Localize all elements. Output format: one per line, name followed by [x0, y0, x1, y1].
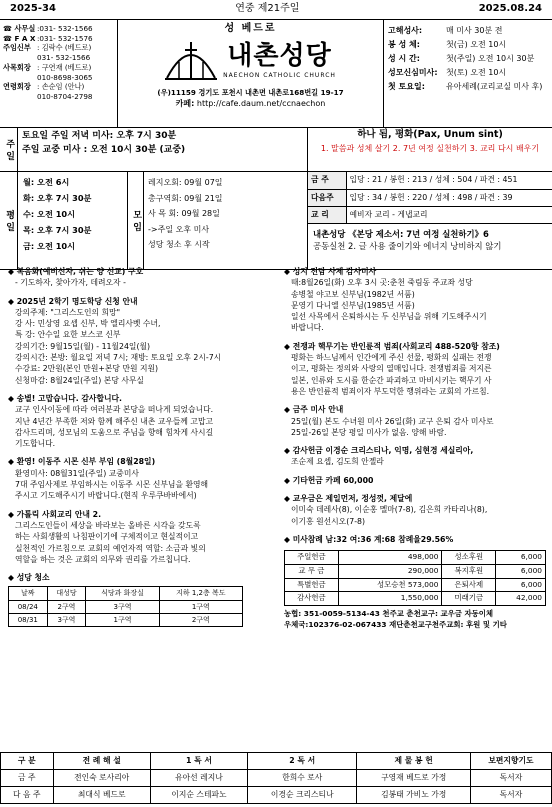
notice-line: 역할을 하는 것은 교회의 의무와 권리를 가르칩니다. — [15, 554, 191, 564]
footer-cell: 독서자 — [470, 787, 551, 804]
church-address: (우)11159 경기도 포천시 내촌면 내촌로168번길 19-17 — [157, 87, 344, 97]
weekday-label: 평 일 — [0, 172, 18, 269]
finance-label: 성소후원 — [442, 551, 496, 565]
finance-label: 주일헌금 — [285, 551, 339, 565]
sunday-mass-row — [0, 128, 552, 172]
finance-label: 미래기금 — [442, 592, 496, 606]
notice-heading: ◆ 전쟁과 핵무기는 반인륜적 범죄(사회교리 488-520항 참조) — [284, 341, 500, 351]
contact-value: :031- 532-1566 — [37, 24, 93, 33]
saturday-evening-mass: 토요일 주일 저녁 미사: 오후 7시 30분 — [22, 131, 177, 141]
parish-practice — [308, 224, 552, 257]
contact-value: : 김락수 (베드로) — [37, 43, 92, 53]
cleaning-header: 식당과 화장실 — [86, 587, 159, 600]
notice-line: 환영미사: 08월31일(주일) 교중미사 — [15, 468, 139, 478]
notice-heading: ◆ 2025년 2학기 명도학당 신청 안내 — [8, 296, 138, 306]
contact-value: 031- 532-1566 — [37, 53, 91, 63]
sacrament-label: 성모신심미사: — [388, 68, 438, 77]
sacrament-value: 첫(토) 오전 10시 — [446, 68, 507, 77]
weekday-mass-list — [18, 172, 128, 269]
contact-value: 010-8704-2798 — [37, 92, 93, 102]
notice-line: 바랍니다. — [291, 323, 324, 333]
finance-row — [285, 564, 546, 578]
footer-cell: 이지순 스테파노 — [150, 787, 247, 804]
hymn-week: 다음주 — [308, 189, 346, 206]
footer-cell: 이경순 크리스티나 — [248, 787, 357, 804]
meeting-item: ->주일 오후 미사 — [148, 224, 210, 234]
cleaning-header-row — [9, 587, 243, 600]
finance-amount: 6,000 — [496, 551, 546, 565]
motto-points: 1. 말씀과 성체 살기 2. 7년 여정 실천하기 3. 교리 다시 배우기 — [320, 143, 540, 153]
footer-cell: 구영재 베드로 가정 — [357, 770, 470, 787]
notice-line: 25일-26일 본당 평일 미사가 없음. 양해 바람. — [291, 427, 447, 437]
hymn-numbers: 입당 : 34 / 봉헌 : 220 / 성체 : 498 / 파견 : 39 — [346, 189, 552, 206]
notice-line: 25일(월) 본도 수녀원 미사 26일(화) 교구 은퇴 감사 미사로 — [291, 416, 494, 426]
footer-cell: 금 주 — [1, 770, 54, 787]
meeting-item: 총구역회: 09월 21일 — [148, 193, 223, 203]
notice-heading: ◆ 가톨릭 사회교리 안내 2. — [8, 509, 102, 519]
cleaning-row — [9, 600, 243, 613]
notice-line: 실천적인 가르침으로 교회의 예언자적 역할: 소금과 빛의 — [15, 543, 206, 553]
contact-row — [3, 34, 114, 44]
finance-row — [285, 592, 546, 606]
contact-label: ☎ 사무실 — [3, 24, 36, 33]
notice-line: 하는 사회생활의 나침판이기에 구체적이고 현실적이고 — [15, 532, 199, 542]
contact-label: 주임신부 — [3, 43, 31, 53]
finance-amount: 성모승천 573,000 — [338, 578, 442, 592]
contact-row — [3, 92, 114, 102]
hymn-row — [308, 206, 552, 223]
contact-value: 010-8698-3065 — [37, 72, 93, 82]
notice-line: 송병철 야고보 신부님(1982년 서품) — [291, 289, 415, 299]
finance-label: 특별헌금 — [285, 578, 339, 592]
finance-amount: 290,000 — [338, 564, 442, 578]
footer-header: 보편지향기도 — [470, 753, 551, 770]
hymn-numbers: 예비자 교리 - 게냅교리 — [346, 206, 552, 223]
contact-info — [0, 20, 118, 127]
church-name: 내촌성당 — [227, 40, 332, 71]
notice-heading: ◆ 미사참례 남:32 여:36 계:68 참례율29.56% — [284, 534, 454, 544]
hymn-numbers: 입당 : 21 / 봉헌 : 213 / 성체 : 504 / 파견 : 451 — [346, 172, 552, 189]
church-english-name: NAECHON CATHOLIC CHURCH — [223, 72, 336, 79]
notice-heading: ◆ 환영! 이동주 시몬 신부 부임 (8월28일) — [8, 457, 156, 467]
notice-heading: ◆ 교우금은 제일먼저, 정성껏, 제달에 — [284, 494, 413, 504]
cleaning-cell: 08/24 — [9, 600, 48, 613]
sacrament-value: 첫(주일) 오전 10시 30분 — [446, 54, 535, 63]
footer-header: 1 독 서 — [150, 753, 247, 770]
notice-line: 강의시간: 본방: 월요일 저녁 7시; 재방: 토요일 오후 2시-7시 — [15, 353, 222, 363]
cleaning-cell: 08/31 — [9, 613, 48, 626]
contact-label — [3, 92, 37, 102]
footer-cell: 독서자 — [470, 770, 551, 787]
cleaning-cell: 3구역 — [47, 613, 86, 626]
notice-heading: ◆ 감사헌금 이경순 크리스티나, 익명, 심현경 세실리아, — [284, 446, 474, 456]
notice-line: 이고, 평화는 정의와 사랑의 열매입니다. 전쟁범죄를 저지른 — [291, 364, 492, 374]
hymn-week: 교 리 — [308, 206, 346, 223]
footer-header: 2 독 서 — [248, 753, 357, 770]
sacrament-value: 유아세례(교리교실 미사 후) — [446, 82, 543, 91]
notice-heading: ◆ 성지 전담 사제 감사미사 — [284, 267, 377, 276]
sunday-mass-times — [18, 128, 308, 171]
cleaning-table — [8, 586, 243, 626]
notice-line: 교구 인사이동에 따라 여러분과 본당을 떠나게 되었습니다. — [15, 405, 214, 415]
weekday-mass-item: 목: 오후 7시 30분 — [23, 224, 92, 235]
liturgy-roles-table — [0, 752, 552, 804]
cafe-link-row — [118, 99, 383, 109]
finance-label: 은퇴사제 — [442, 578, 496, 592]
issue-number: 2025-34 — [10, 3, 56, 15]
finance-amount: 498,000 — [338, 551, 442, 565]
finance-row — [285, 578, 546, 592]
finance-table — [284, 550, 546, 606]
notice-heading: ◆ 복음화(예비신자, 쉬는 양 선교) 구호 — [8, 267, 144, 276]
notice-line: 강 사: 민상영 요셉 신부, 박 엘리사벳 수녀, — [15, 319, 161, 329]
church-building-icon — [165, 38, 217, 82]
contact-row — [3, 53, 114, 63]
contact-row — [3, 43, 114, 53]
hymn-row — [308, 189, 552, 206]
notice-line: 이기홍 원선시오(7-8) — [291, 516, 366, 526]
contact-label — [3, 73, 37, 83]
finance-amount: 42,000 — [496, 592, 546, 606]
church-logo — [118, 38, 383, 82]
notice-line: 강의주제: "그리스도인의 희망" — [15, 307, 121, 317]
contact-value: :031- 532-1576 — [37, 33, 93, 43]
cleaning-header: 지하 1,2층 복도 — [159, 587, 242, 600]
notice-line: 이미숙 데레사(8), 이순홍 멜마(7-8), 김은희 카타리나(8), — [291, 505, 488, 515]
notice-line: 용은 반인륜적 범죄이자 부도덕한 행위라는 교회의 가르침. — [291, 386, 490, 396]
finance-row — [285, 551, 546, 565]
footer-header: 전 례 해 설 — [53, 753, 150, 770]
contact-label: ☎ F A X — [3, 33, 36, 43]
contact-value: : 구연재 (베드로) — [37, 62, 92, 72]
notice-line: 주시고 기도해주시기 바랍니다.(현직 우루쿠바바에서) — [15, 491, 197, 501]
finance-amount: 1,550,000 — [338, 592, 442, 606]
notice-line: - 기도하자, 찾아가자, 데려오자 - — [15, 278, 126, 288]
notice-line: 기도합니다. — [15, 439, 56, 449]
footer-header: 제 물 봉 헌 — [357, 753, 470, 770]
footer-row — [1, 770, 552, 787]
footer-cell: 유아선 레지나 — [150, 770, 247, 787]
bulletin-date: 2025.08.24 — [478, 3, 542, 15]
cafe-link[interactable]: http://cafe.daum.net/ccnaechon — [196, 98, 326, 108]
header — [0, 20, 552, 128]
bank-line: 우체국:102376-02-067433 재단춘천교구천주교회: 후원 및 기타 — [284, 620, 507, 630]
notice-line: 강의기간: 9월15일(월) - 11월24일(월) — [15, 341, 151, 351]
notice-line: 때:8월26일(화) 오후 3시 곳:춘천 죽림동 주교좌 성당 — [291, 278, 473, 288]
notice-line: 그리스도인들이 세상을 바라보는 올바른 시각을 갖도록 — [15, 520, 201, 530]
cleaning-header: 대성당 — [47, 587, 86, 600]
cleaning-cell: 2구역 — [159, 613, 242, 626]
cleaning-row — [9, 613, 243, 626]
notice-heading: ◆ 성당 청소 — [8, 573, 50, 583]
notice-line: 문영기 다니엘 신부님(1985년 서품) — [291, 300, 415, 310]
parish-practice-title: 내촌성당 《본당 제소서: 7년 여정 실천하기》6 — [313, 228, 489, 239]
notice-line: 감사드리며, 성모님의 도움으로 주님을 향해 힘차게 사시길 — [15, 427, 214, 437]
footer-cell: 전인숙 로사리아 — [53, 770, 150, 787]
sacrament-row — [388, 52, 548, 66]
weekday-mass-item: 수: 오전 10시 — [23, 208, 76, 219]
sacrament-value: 매 미사 30분 전 — [446, 26, 503, 35]
notice-line: 7대 주임사제로 부임하시는 이동주 시몬 신부님을 환영해 — [15, 480, 209, 490]
contact-value: : 손순임 (안나) — [37, 82, 85, 92]
cleaning-header: 날짜 — [9, 587, 48, 600]
notice-line: 평화는 하느님께서 인간에게 주신 선물, 평화의 실패는 전쟁 — [291, 353, 492, 363]
church-subtitle: 성 베드로 — [224, 23, 277, 34]
sunday-main-mass: 주일 교중 미사 : 오전 10시 30분 (교중) — [22, 144, 186, 155]
weekday-mass-item: 월: 오전 6시 — [23, 177, 70, 187]
sacrament-label: 첫 토요일: — [388, 82, 425, 91]
sacrament-value: 첫(금) 오전 10시 — [446, 40, 507, 49]
sacrament-label: 봉 성 체: — [388, 40, 420, 49]
meeting-list — [144, 172, 308, 269]
notice-heading: ◆ 금주 미사 안내 — [284, 405, 344, 415]
contact-label: 사목회장 — [3, 62, 31, 72]
sacrament-label: 고해성사: — [388, 26, 423, 35]
cleaning-cell: 1구역 — [159, 600, 242, 613]
notice-line: 신청마감: 8월24일(주일) 본당 사무실 — [15, 375, 144, 385]
finance-label: 복지후원 — [442, 564, 496, 578]
sacrament-info — [384, 20, 552, 127]
footer-cell: 최대식 베드로 — [53, 787, 150, 804]
sacrament-label: 성 시 간: — [388, 54, 420, 63]
hymn-week: 금 주 — [308, 172, 346, 189]
footer-cell: 한희수 로사 — [248, 770, 357, 787]
footer-header-row — [1, 753, 552, 770]
footer-cell: 다 음 주 — [1, 787, 54, 804]
contact-row — [3, 63, 114, 73]
church-logo-block — [118, 20, 384, 127]
notice-heading: ◆ 송별! 고맙습니다. 감사합니다. — [8, 393, 122, 403]
contact-row — [3, 82, 114, 92]
notice-line: 지난 4년간 부족한 저와 함께 해주신 내촌 교우들께 고맙고 — [15, 416, 214, 426]
notice-line: 특 강: 안수일 요한 보스코 신부 — [15, 330, 121, 340]
sacrament-row — [388, 38, 548, 52]
diocese-motto — [308, 128, 552, 171]
cleaning-cell: 3구역 — [86, 600, 159, 613]
finance-label: 교 무 금 — [285, 564, 339, 578]
motto-title: 하나 됨, 평화(Pax, Unum sint) — [357, 129, 503, 140]
hymn-table — [308, 172, 552, 224]
hymn-panel — [308, 172, 552, 269]
cleaning-cell: 1구역 — [86, 613, 159, 626]
notice-columns — [0, 262, 552, 722]
sacrament-row — [388, 24, 548, 38]
notice-heading: ◆ 기타헌금 카페 60,000 — [284, 475, 374, 485]
footer-row — [1, 787, 552, 804]
meeting-item: 성당 청소 후 시작 — [148, 240, 210, 250]
bank-info — [284, 608, 546, 630]
notice-line: 일본, 인류와 도시를 한순간 파괴하고 마비시키는 핵무기 사 — [291, 375, 492, 385]
meeting-label: 모 임 — [128, 172, 144, 269]
weekday-schedule — [0, 172, 552, 270]
footer-cell: 김봉태 가비노 가정 — [357, 787, 470, 804]
sacrament-row — [388, 66, 548, 80]
meeting-item: 레지오회: 09월 07일 — [148, 178, 223, 187]
meeting-item: 사 목 회: 09월 28일 — [148, 209, 220, 219]
contact-label — [3, 53, 37, 63]
cleaning-cell: 2구역 — [47, 600, 86, 613]
notice-line: 수강료: 2만원(본인 만원+본당 만원 지원) — [15, 364, 159, 374]
parish-practice-text: 공동실천 2. 글 사용 줄이기와 에너지 낭비하지 않기 — [313, 241, 502, 252]
top-bar — [0, 0, 552, 20]
contact-row — [3, 73, 114, 83]
footer-header: 구 분 — [1, 753, 54, 770]
notice-line: 조순제 요셉, 김도희 안젤라 — [291, 457, 384, 467]
notice-column-right — [276, 262, 552, 722]
contact-label: 연령회장 — [3, 82, 31, 92]
finance-amount: 6,000 — [496, 564, 546, 578]
sacrament-row — [388, 80, 548, 94]
bank-line: 농협: 351-0059-5134-43 천주교 춘천교구: 교우금 자동이체 — [284, 609, 494, 619]
finance-amount: 6,000 — [496, 578, 546, 592]
notice-column-left — [0, 262, 276, 722]
finance-label: 감사헌금 — [285, 592, 339, 606]
sunday-label: 주 일 — [0, 128, 18, 171]
cafe-label: 카페: — [175, 98, 195, 108]
liturgical-title: 연중 제21주일 — [235, 3, 300, 15]
hymn-row — [308, 172, 552, 189]
weekday-mass-item: 금: 오전 10시 — [23, 240, 76, 251]
contact-row — [3, 24, 114, 34]
notice-line: 일선 사목에서 은퇴하시는 두 신부님을 위해 기도해주시기 — [291, 312, 487, 322]
weekday-mass-item: 화: 오후 7시 30분 — [23, 192, 92, 203]
